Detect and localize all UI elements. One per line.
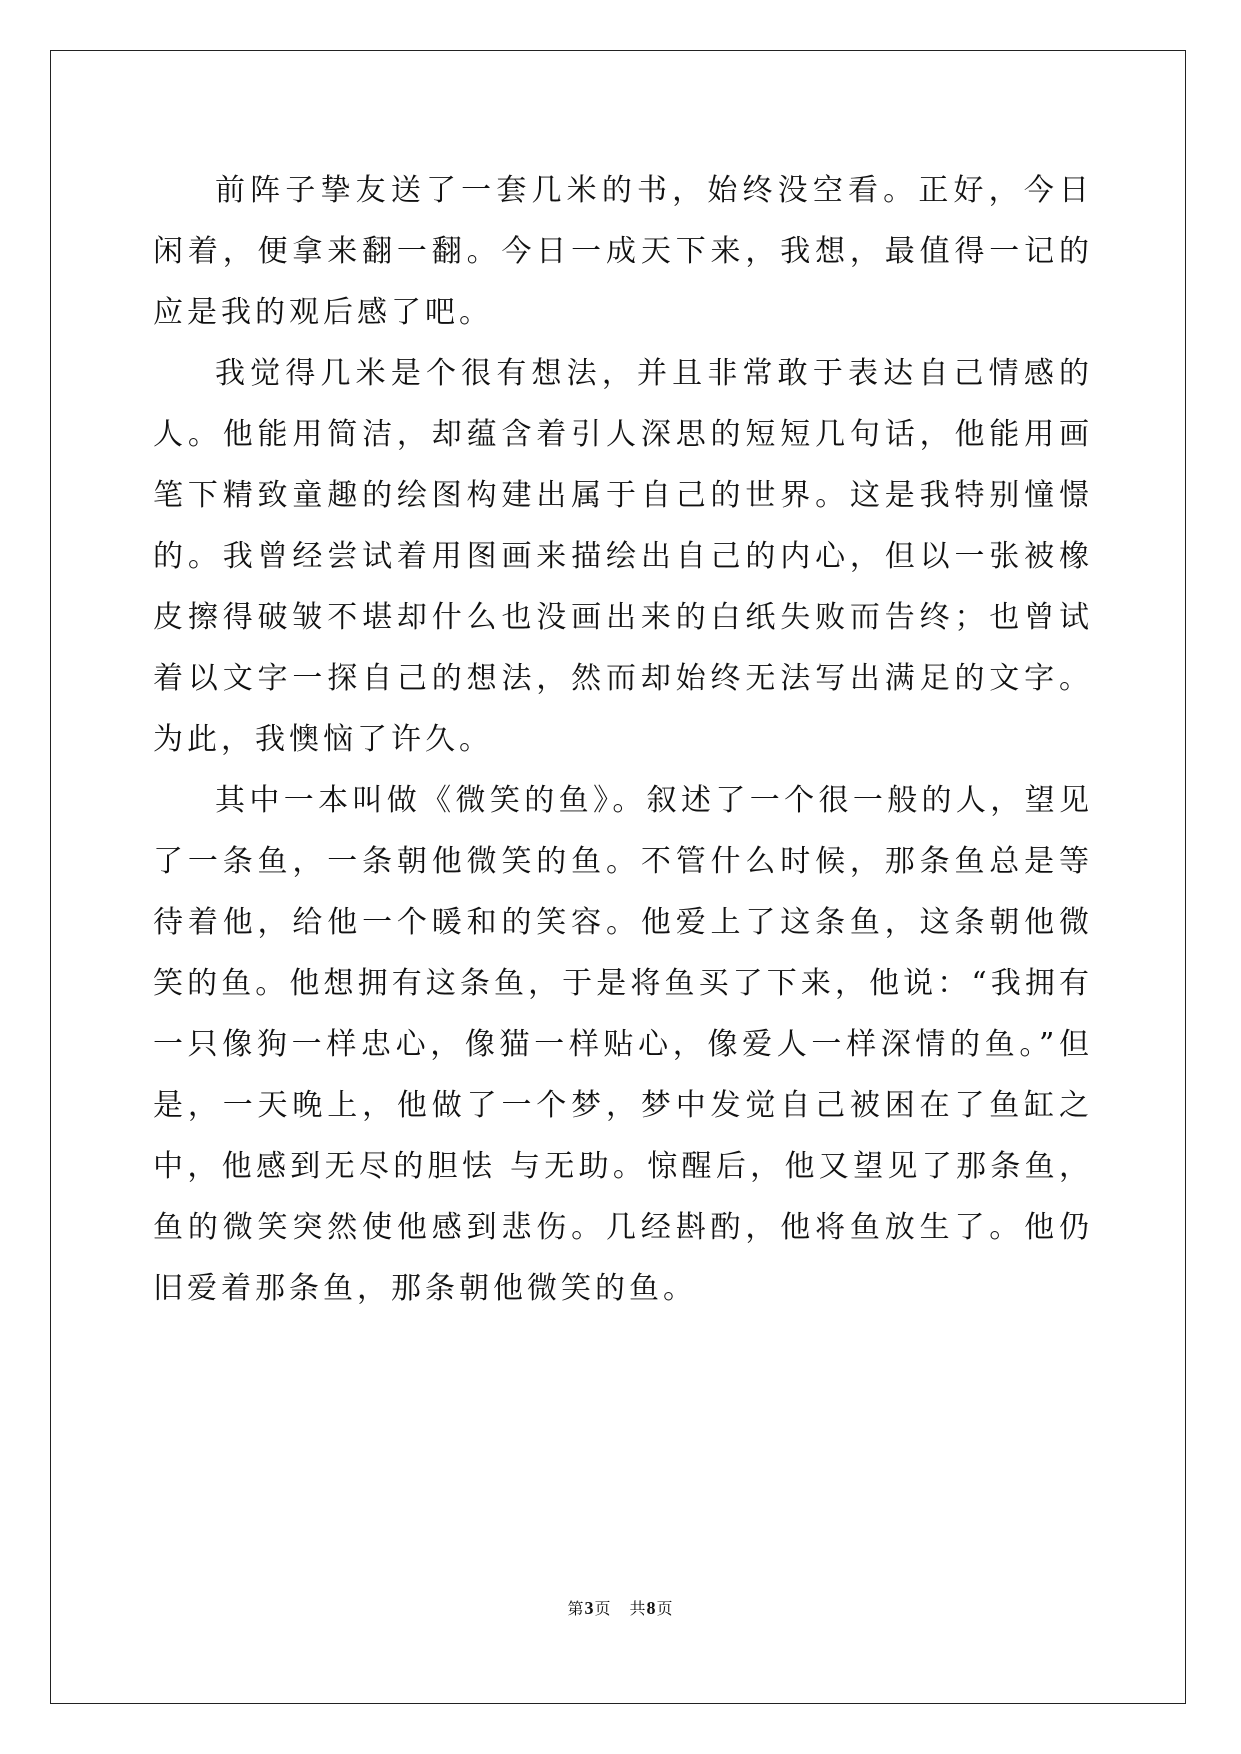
paragraph-3: 其中一本叫做《微笑的鱼》。叙述了一个很一般的人，望见了一条鱼，一条朝他微笑的鱼。不管什么时候，那条鱼总是等待着他，给他一个暖和的笑容。他爱上了这条鱼，这条朝他微笑的鱼。他想拥有这条鱼，于是将鱼买了下来，他说：“我拥有一只像狗一样忠心，像猫一样贴心，像爱人一样深情的鱼。”但是，一天晚上，他做了一个梦，梦中发觉自己被困在了鱼缸之中，他感到无尽的胆怯 与无助。惊醒后，他又望见了那条鱼，鱼的微笑突然使他感到悲伤。几经斟酌，他将鱼放生了。他仍旧爱着那条鱼，那条朝他微笑的鱼。 xyxy=(153,783,1093,1306)
total-suffix: 页 xyxy=(656,1599,674,1618)
paragraph-1: 前阵子挚友送了一套几米的书，始终没空看。正好，今日闲着，便拿来翻一翻。今日一成天下来，我想，最值得一记的应是我的观后感了吧。 xyxy=(153,173,1093,330)
total-prefix: 共 xyxy=(629,1599,647,1618)
page-prefix: 第 xyxy=(567,1599,585,1618)
total-page-number: 8 xyxy=(646,1598,657,1618)
page-footer xyxy=(0,1598,1241,1619)
current-page-number: 3 xyxy=(584,1598,595,1618)
paragraph-2: 我觉得几米是个很有想法，并且非常敢于表达自己情感的人。他能用简洁，却蕴含着引人深思的短短几句话，他能用画笔下精致童趣的绘图构建出属于自己的世界。这是我特别憧憬的。我曾经尝试着用图画来描绘出自己的内心，但以一张被橡皮擦得破皱不堪却什么也没画出来的白纸失败而告终；也曾试着以文字一探自己的想法，然而却始终无法写出满足的文字。为此，我懊恼了许久。 xyxy=(153,356,1093,757)
document-body xyxy=(153,160,1093,1319)
page-suffix: 页 xyxy=(594,1599,612,1618)
